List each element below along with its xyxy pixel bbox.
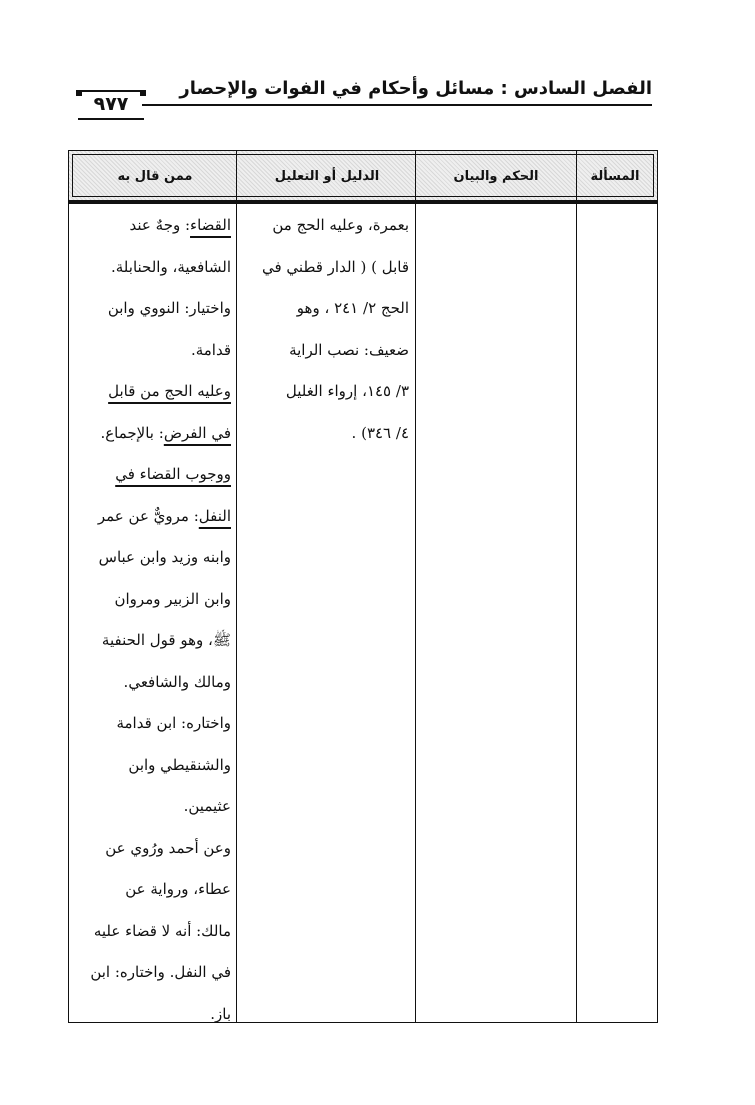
holders-line: وابن الزبير ومروان (114, 589, 231, 608)
underlined-term: وعليه الحج من قابل (108, 382, 231, 400)
evidence-cell (245, 205, 409, 454)
column-header-issue: المسألة (590, 169, 640, 184)
evidence-line: ٣/ ١٤٥، إرواء الغليل (285, 382, 409, 400)
holders-line: النفل: مرويٌّ عن عمر (97, 506, 231, 525)
holders-line: ﷺ، وهو قول الحنفية (101, 631, 231, 649)
column-header-ruling: الحكم والبيان (453, 169, 539, 184)
column-header-evidence: الدليل أو التعليل (274, 169, 380, 184)
holders-line: عثيمين. (183, 797, 231, 815)
header-rule (142, 104, 652, 106)
holders-line: في الفرض: بالإجماع. (100, 423, 231, 442)
underlined-term: القضاء (190, 216, 231, 234)
holders-line: باز. (210, 1004, 231, 1023)
holders-line: وابنه وزيد وابن عباس (98, 548, 231, 566)
holders-line: عطاء، ورواية عن (125, 880, 231, 898)
page-number-box (78, 90, 144, 120)
column-divider (415, 151, 416, 1022)
holders-line: ومالك والشافعي. (123, 672, 231, 691)
underlined-term: في الفرض (163, 423, 231, 442)
holders-line: في النفل. واختاره: ابن (90, 963, 231, 981)
holders-line (75, 454, 231, 496)
rulings-table (68, 150, 658, 1023)
evidence-line: بعمرة، وعليه الحج من (272, 216, 409, 234)
evidence-line: الحج ٢/ ٢٤١ ، وهو (296, 299, 409, 317)
underlined-term: ووجوب القضاء في (115, 465, 231, 483)
column-divider (236, 151, 237, 1022)
page-number: ٩٧٧ (93, 93, 129, 115)
page-header (70, 78, 652, 114)
holders-line (75, 371, 231, 413)
column-header-holders: ممن قال به (117, 169, 193, 184)
evidence-line: ضعيف: نصب الراية (289, 340, 409, 359)
table-header-row (69, 151, 657, 204)
holders-line: والشنقيطي وابن (128, 755, 231, 774)
holders-line: الشافعية، والحنابلة. (111, 257, 231, 276)
holders-line: واختيار: النووي وابن (107, 299, 231, 317)
holders-line: قدامة. (190, 340, 231, 359)
underlined-term: النفل (198, 506, 231, 525)
holders-line: مالك: أنه لا قضاء عليه (93, 921, 231, 940)
holders-line: القضاء: وجهٌ عند (129, 216, 231, 234)
holders-line: وعن أحمد ورُوي عن (105, 838, 231, 857)
holders-cell (75, 205, 231, 1035)
chapter-title: الفصل السادس : مسائل وأحكام في الفوات والإحصار (179, 78, 652, 99)
holders-line: واختاره: ابن قدامة (116, 714, 231, 732)
evidence-line: ٤/ ٣٤٦) . (351, 423, 409, 442)
column-divider (576, 151, 577, 1022)
evidence-line: قابل ) ( الدار قطني في (261, 257, 409, 276)
